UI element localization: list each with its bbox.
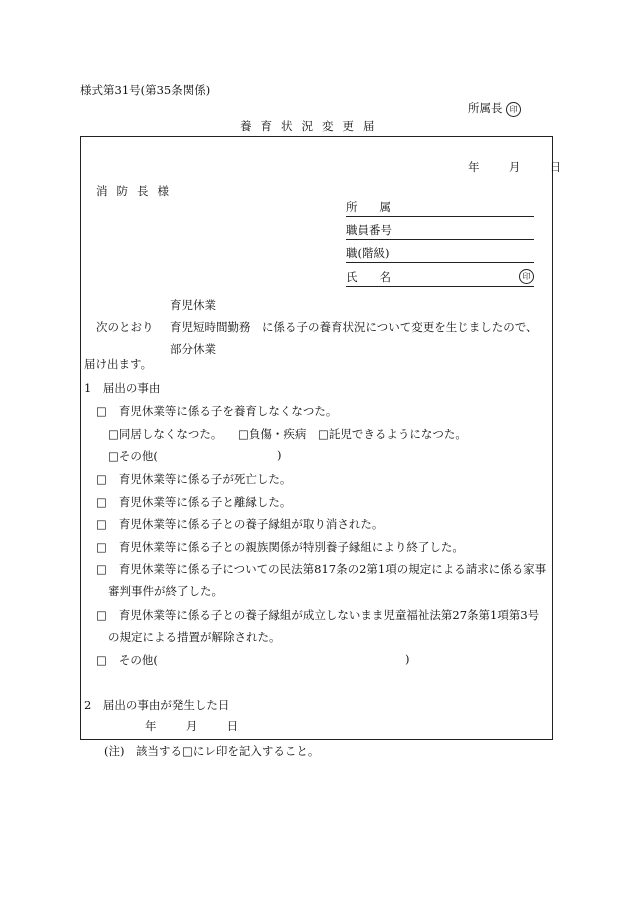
sub-option-no-cohabit[interactable]: □同居しなくなつた。	[108, 427, 223, 441]
field-name[interactable]: 氏名 印	[346, 270, 534, 287]
checkbox[interactable]: □	[96, 517, 107, 531]
form-number: 様式第31号(第35条関係)	[80, 83, 211, 97]
date-month: 月	[508, 160, 521, 174]
checkbox[interactable]: □	[96, 653, 107, 667]
date-year: 年	[468, 160, 480, 174]
reason-not-raising: □ 育児休業等に係る子を養育しなくなつた。	[96, 404, 338, 418]
intro-option-short-hours: 育児短時間勤務	[170, 320, 251, 334]
intro-prefix: 次のとおり	[96, 320, 154, 334]
checkbox[interactable]: □	[96, 404, 107, 418]
date-day: 日	[549, 160, 562, 174]
submission-date	[468, 159, 561, 175]
reason-dissolution: □ 育児休業等に係る子と離縁した。	[96, 495, 292, 509]
name-seal: 印	[519, 269, 534, 284]
checkbox[interactable]: □	[96, 562, 107, 576]
checkbox[interactable]: □	[96, 608, 107, 622]
intro-suffix: に係る子の養育状況について変更を生じましたので、	[262, 320, 538, 334]
reason-death: □ 育児休業等に係る子が死亡した。	[96, 472, 292, 486]
sub-option-other[interactable]: □その他(	[108, 449, 158, 463]
checkbox[interactable]: □	[96, 540, 107, 554]
reason-other-close: )	[405, 652, 410, 666]
section1-heading: 1 届出の事由	[84, 381, 161, 395]
occurrence-date: 年 月 日	[145, 719, 239, 733]
intro-line2: 届け出ます。	[84, 357, 153, 371]
section2-heading: 2 届出の事由が発生した日	[84, 698, 230, 712]
reason-special-adoption: □ 育児休業等に係る子との親族関係が特別養子縁組により終了した。	[96, 540, 464, 554]
reason-child-welfare-cont: の規定による措置が解除された。	[108, 630, 281, 644]
reason-civil-code: □ 育児休業等に係る子についての民法第817条の2第1項の規定による請求に係る家事	[96, 562, 547, 576]
reason-civil-code-cont: 審判事件が終了した。	[108, 584, 223, 598]
sub-option-other-close: )	[277, 448, 282, 462]
checkbox[interactable]: □	[96, 472, 107, 486]
approver-seal: 印	[506, 102, 521, 117]
reason-other: □ その他(	[96, 653, 158, 667]
approver-stamp	[468, 100, 521, 117]
field-position[interactable]: 職(階級)	[346, 246, 534, 263]
field-employee-number[interactable]: 職員番号	[346, 223, 534, 240]
addressee: 消防長様	[96, 184, 178, 198]
form-title: 養育状況変更届	[240, 119, 384, 133]
approver-label: 所属長	[468, 101, 503, 115]
sub-option-childcare[interactable]: □託児できるようになつた。	[318, 427, 467, 441]
reason-child-welfare: □ 育児休業等に係る子との養子縁組が成立しないまま児童福祉法第27条第1項第3号	[96, 608, 540, 622]
intro-option-partial-leave: 部分休業	[170, 342, 216, 356]
reason-adoption-cancelled: □ 育児休業等に係る子との養子縁組が取り消された。	[96, 517, 384, 531]
footnote: (注) 該当する□にレ印を記入すること。	[104, 744, 320, 758]
field-affiliation[interactable]: 所属	[346, 200, 534, 217]
checkbox[interactable]: □	[96, 495, 107, 509]
intro-option-childcare-leave: 育児休業	[170, 298, 216, 312]
sub-option-injury[interactable]: □負傷・疾病	[238, 427, 307, 441]
